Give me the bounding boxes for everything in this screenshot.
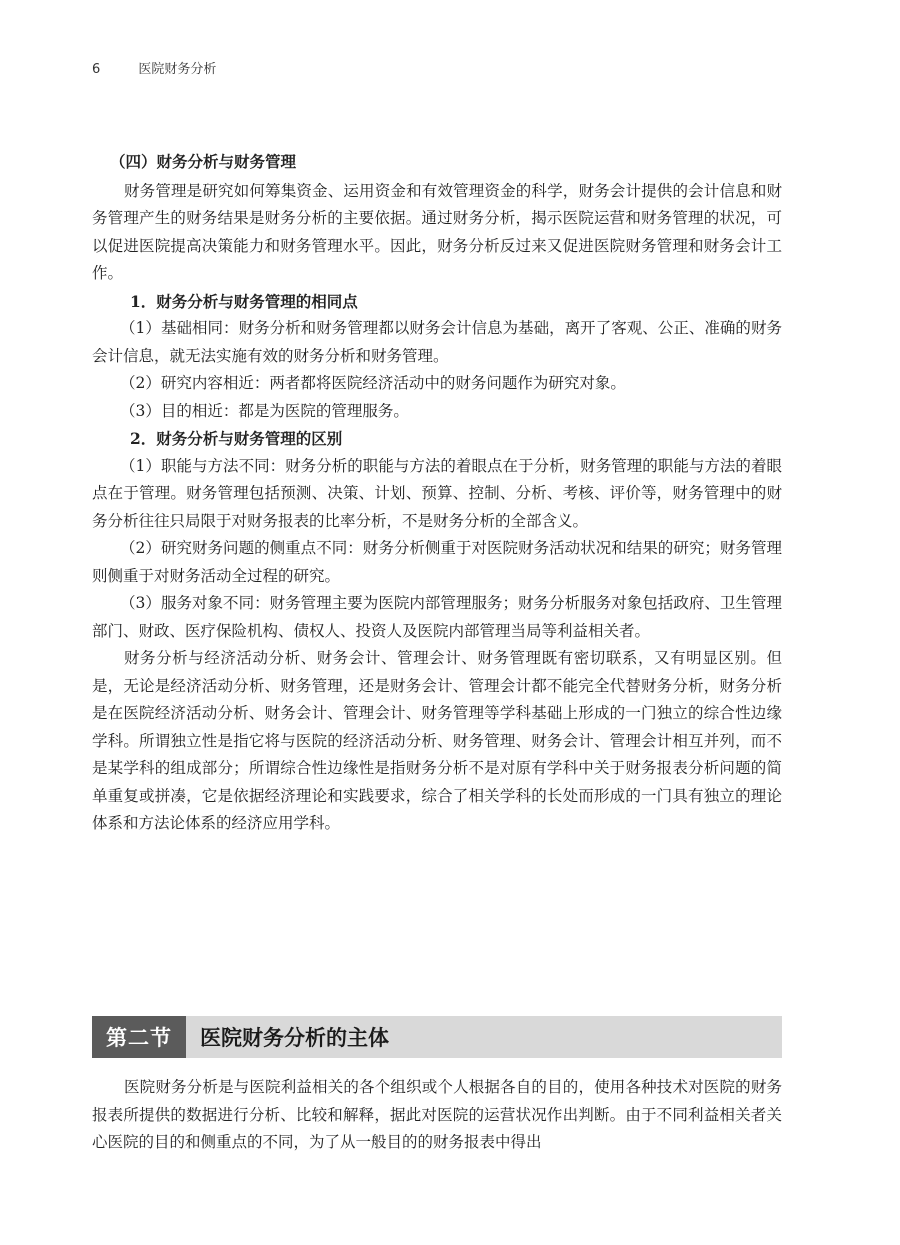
summary-paragraph: 财务分析与经济活动分析、财务会计、管理会计、财务管理既有密切联系，又有明显区别。但是，无论是经济活动分析、财务管理，还是财务会计、管理会计都不能完全代替财务分析，财务分析是在医院经济活动分析、财务会计、管理会计、财务管理等学科基础上形成的一门独立的综合性边缘学科。所谓独立性是指它将与医院的经济活动分析、财务管理、财务会计、管理会计相互并列，而不是某学科的组成部分；所谓综合性边缘性是指财务分析不是对原有学科中关于财务报表分析问题的简单重复或拼凑，它是依据经济理论和实践要求，综合了相关学科的长处而形成的一门具有独立的理论体系和方法论体系的经济应用学科。 bbox=[92, 649, 782, 832]
similarity-item: （3）目的相近：都是为医院的管理服务。 bbox=[120, 401, 409, 420]
page-number: 6 bbox=[92, 62, 101, 77]
difference-item: （1）职能与方法不同：财务分析的职能与方法的着眼点在于分析，财务管理的职能与方法的着眼点在于管理。财务管理包括预测、决策、计划、预算、控制、分析、考核、评价等，财务管理中的财务分析往往只局限于对财务报表的比率分析，不是财务分析的全部含义。 bbox=[92, 456, 782, 530]
similarity-item: （2）研究内容相近：两者都将医院经济活动中的财务问题作为研究对象。 bbox=[120, 374, 626, 392]
difference-item: （2）研究财务问题的侧重点不同：财务分析侧重于对医院财务活动状况和结果的研究；财务管理则侧重于对财务活动全过程的研究。 bbox=[92, 539, 782, 585]
heading-differences: 2．财务分析与财务管理的区别 bbox=[130, 429, 343, 448]
section-heading bbox=[92, 1016, 782, 1058]
section-title: 医院财务分析的主体 bbox=[200, 1025, 389, 1050]
subsection-title: （四）财务分析与财务管理 bbox=[110, 152, 297, 171]
section-badge: 第二节 bbox=[92, 1016, 186, 1058]
section-paragraph: 医院财务分析是与医院利益相关的各个组织或个人根据各自的目的，使用各种技术对医院的财务报表所提供的数据进行分析、比较和解释，据此对医院的运营状况作出判断。由于不同利益相关者关心医院的目的和侧重点的不同，为了从一般目的的财务报表中得出 bbox=[92, 1078, 782, 1151]
intro-paragraph: 财务管理是研究如何筹集资金、运用资金和有效管理资金的科学，财务会计提供的会计信息和财务管理产生的财务结果是财务分析的主要依据。通过财务分析，揭示医院运营和财务管理的状况，可以促进医院提高决策能力和财务管理水平。因此，财务分析反过来又促进医院财务管理和财务会计工作。 bbox=[92, 181, 782, 282]
heading-similarities: 1．财务分析与财务管理的相同点 bbox=[130, 291, 358, 311]
main-content bbox=[92, 148, 782, 838]
page-header bbox=[92, 58, 216, 77]
book-title: 医院财务分析 bbox=[138, 62, 217, 77]
difference-item: （3）服务对象不同：财务管理主要为医院内部管理服务；财务分析服务对象包括政府、卫生管理部门、财政、医疗保险机构、债权人、投资人及医院内部管理当局等利益相关者。 bbox=[92, 594, 782, 640]
section-body bbox=[92, 1074, 782, 1157]
similarity-item: （1）基础相同：财务分析和财务管理都以财务会计信息为基础，离开了客观、公正、准确的财务会计信息，就无法实施有效的财务分析和财务管理。 bbox=[92, 319, 782, 365]
